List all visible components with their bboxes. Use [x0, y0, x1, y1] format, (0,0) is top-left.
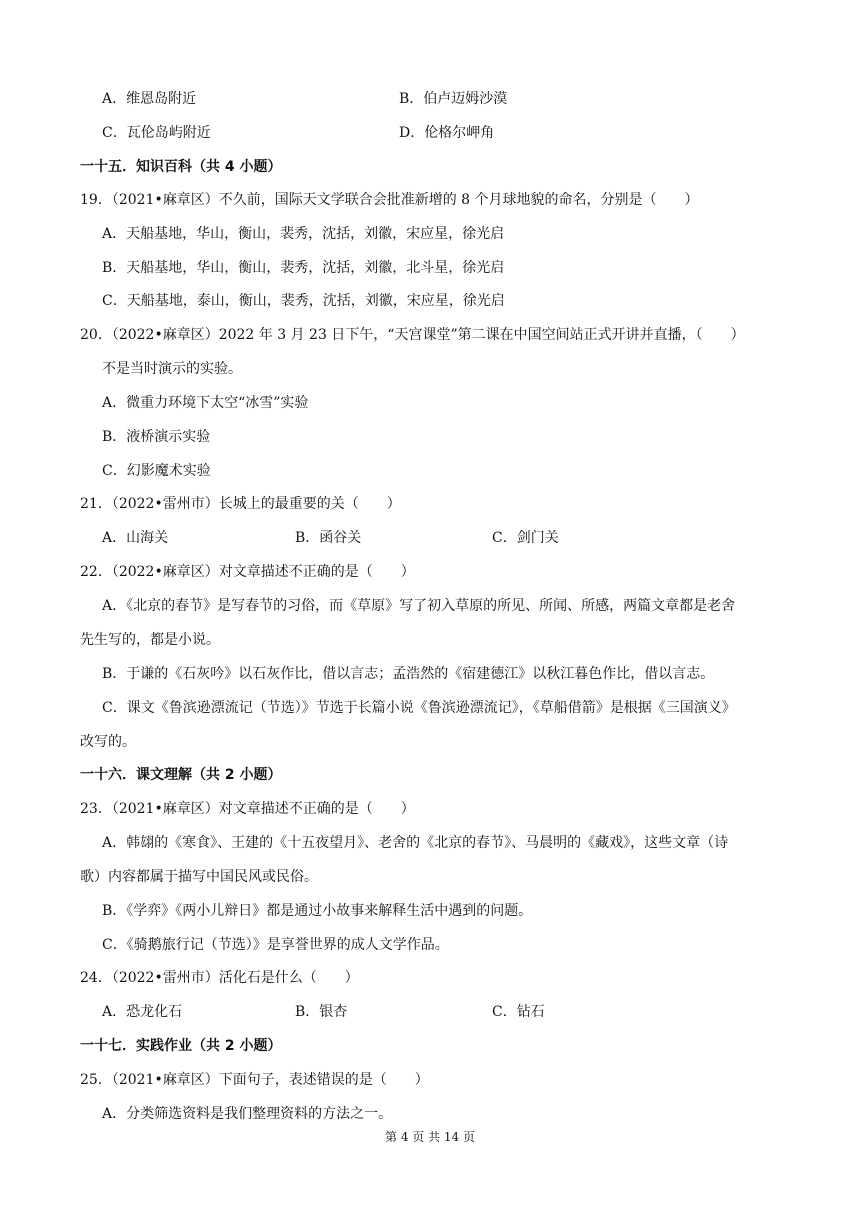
q22-option-b: B．于谦的《石灰吟》以石灰作比，借以言志；孟浩然的《宿建德江》以秋江暮色作比，借以言志。 — [102, 666, 715, 682]
q23-option-c: C．《骑鹅旅行记（节选）》是享誉世界的成人文学作品。 — [102, 937, 449, 953]
q24-option-b: B．银杏 — [295, 1004, 348, 1020]
q22-option-c-line1: C．课文《鲁滨逊漂流记（节选）》节选于长篇小说《鲁滨逊漂流记》，《草船借箭》是根据《三国演义》 — [102, 700, 736, 716]
q23-option-a-line2: 歌）内容都属于描写中国民风或民俗。 — [80, 869, 318, 885]
q20-stem-line1: 20．（2022•麻章区）2022 年 3 月 23 日下午，“天宫课堂”第二课在中国空间站正式开讲并直播，（ ） — [80, 327, 745, 343]
q20-stem-line2: 不是当时演示的实验。 — [102, 361, 242, 377]
q19-option-c: C．天船基地，泰山，衡山，裴秀，沈括，刘徽，宋应星，徐光启 — [102, 293, 505, 309]
section-heading-17: 一十七．实践作业（共 2 小题） — [80, 1038, 282, 1054]
q20-option-b: B．液桥演示实验 — [102, 429, 211, 445]
q24-stem: 24．（2022•雷州市）活化石是什么（ ） — [80, 970, 359, 986]
q18-option-b: B．伯卢迈姆沙漠 — [399, 91, 508, 107]
q21-stem: 21．（2022•雷州市）长城上的最重要的关（ ） — [80, 496, 401, 512]
q25-stem: 25．（2021•麻章区）下面句子，表述错误的是（ ） — [80, 1072, 429, 1088]
q22-option-a-line2: 先生写的，都是小说。 — [80, 632, 220, 648]
q20-option-c: C．幻影魔术实验 — [102, 463, 211, 479]
q18-option-c: C．瓦伦岛屿附近 — [102, 125, 211, 141]
section-heading-15: 一十五．知识百科（共 4 小题） — [80, 159, 282, 175]
q20-option-a: A．微重力环境下太空“冰雪”实验 — [102, 395, 309, 411]
q21-option-a: A．山海关 — [102, 530, 169, 546]
q24-option-c: C．钻石 — [492, 1004, 545, 1020]
q19-stem: 19．（2021•麻章区）不久前，国际天文学联合会批准新增的 8 个月球地貌的命名，分别是（ ） — [80, 192, 699, 208]
q21-option-b: B．函谷关 — [295, 530, 362, 546]
q23-option-b: B．《学弈》《两小儿辩日》都是通过小故事来解释生活中遇到的问题。 — [102, 903, 533, 919]
q22-option-c-line2: 改写的。 — [80, 734, 136, 750]
q21-option-c: C．剑门关 — [492, 530, 559, 546]
q19-option-a: A．天船基地，华山，衡山，裴秀，沈括，刘徽，宋应星，徐光启 — [102, 226, 505, 242]
q18-option-d: D．伦格尔岬角 — [399, 125, 495, 141]
q23-stem: 23．（2021•麻章区）对文章描述不正确的是（ ） — [80, 801, 415, 817]
section-heading-16: 一十六．课文理解（共 2 小题） — [80, 767, 282, 783]
q23-option-a-line1: A．韩翃的《寒食》、王建的《十五夜望月》、老舍的《北京的春节》、马晨明的《藏戏》，这些文章（诗 — [102, 835, 729, 851]
q18-option-a: A．维恩岛附近 — [102, 91, 197, 107]
q25-option-a: A．分类筛选资料是我们整理资料的方法之一。 — [102, 1106, 393, 1122]
page-footer: 第 4 页 共 14 页 — [385, 1130, 475, 1144]
q22-option-a-line1: A．《北京的春节》是写春节的习俗，而《草原》写了初入草原的所见、所闻、所感，两篇文章都是老舍 — [102, 598, 736, 614]
q19-option-b: B．天船基地，华山，衡山，裴秀，沈括，刘徽，北斗星，徐光启 — [102, 260, 505, 276]
q22-stem: 22．（2022•麻章区）对文章描述不正确的是（ ） — [80, 564, 415, 580]
q24-option-a: A．恐龙化石 — [102, 1004, 183, 1020]
